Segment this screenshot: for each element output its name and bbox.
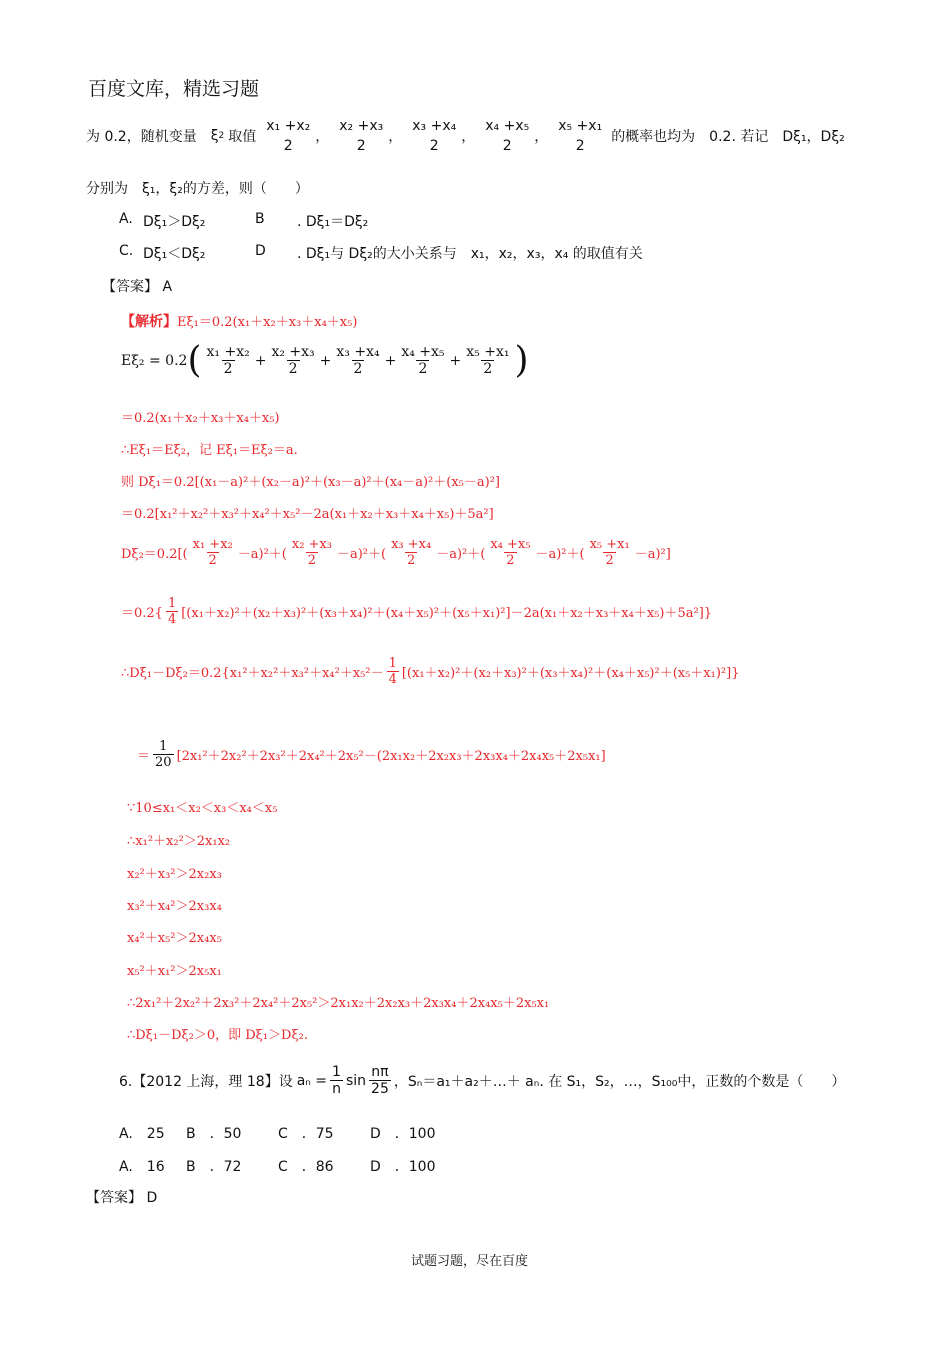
analysis-line-9: ∴Dξ₁－Dξ₂＝0.2{x₁²＋x₂²＋x₃²＋x₄²＋x₅²－ $\frac{1}{4}$ [(x₁＋x₂)²＋(x₂＋x₃)²＋(x₃＋x₄)²＋(x₄＋x₅)²＋(x₅＋x₁)²]}: [121, 656, 740, 687]
e-frac-3: $\frac{\text{x₃ +x₄}}{2}$: [336, 344, 380, 377]
q5-intro-take: 取值: [228, 129, 257, 145]
analysis-line-17: ∴2x₁²＋2x₂²＋2x₃²＋2x₄²＋2x₅²＞2x₁x₂＋2x₂x₃＋2x₃x₄＋2x₄x₅＋2x₅x₁: [127, 996, 550, 1011]
q5-option-c: Dξ₁＜Dξ₂: [143, 246, 206, 262]
analysis-line-12: ∴x₁²＋x₂²＞2x₁x₂: [127, 834, 231, 849]
analysis-line-5: 则 Dξ₁＝0.2[(x₁－a)²＋(x₂－a)²＋(x₃－a)²＋(x₄－a)²＋(x₅－a)²]: [121, 475, 500, 490]
q5-intro-var: ξ: [210, 128, 219, 144]
analysis-line-1: 【解析】 Eξ₁＝0.2(x₁＋x₂＋x₃＋x₄＋x₅): [121, 311, 357, 331]
analysis-line-4: ∴Eξ₁＝Eξ₂，记 Eξ₁＝Eξ₂＝a.: [121, 443, 298, 458]
q5-intro-post: 的概率也均为 0.2. 若记 Dξ₁，Dξ₂: [611, 129, 845, 145]
analysis-label: 【解析】: [121, 314, 177, 330]
analysis-line-11: ∵10≤x₁＜x₂＜x₃＜x₄＜x₅: [127, 801, 278, 816]
q5-option-d-label: D: [255, 243, 266, 259]
analysis-line-10: ＝ $\frac{1}{20}$ [2x₁²＋2x₂²＋2x₃²＋2x₄²＋2x₅²－(2x₁x₂＋2x₂x₃＋2x₃x₄＋2x₄x₅＋2x₅x₁]: [137, 739, 606, 770]
q5-option-a: Dξ₁＞Dξ₂: [143, 214, 206, 230]
e-frac-2: $\frac{\text{x₂ +x₃}}{2}$: [271, 344, 315, 377]
q5-option-b-label: B: [255, 211, 265, 227]
analysis-line-15: x₄²＋x₅²＞2x₄x₅: [127, 931, 222, 946]
analysis-line-3: ＝0.2(x₁＋x₂＋x₃＋x₄＋x₅): [121, 411, 280, 426]
q6-option-row2-d: D ．100: [370, 1159, 436, 1175]
e-frac-4: $\frac{\text{x₄ +x₅}}{2}$: [401, 344, 445, 377]
analysis-line-18: ∴Dξ₁－Dξ₂＞0，即 Dξ₁＞Dξ₂.: [127, 1028, 308, 1043]
q5-line2: 分别为 ξ₁，ξ₂的方差，则（ ）: [86, 181, 309, 197]
q5-frac-5: x₅ +x₁ 2: [558, 118, 603, 154]
q6-option-row2-b: B ．72: [186, 1159, 242, 1175]
q5-frac-2: x₂ +x₃ 2: [339, 118, 384, 154]
q6-option-row1-a: A. 25: [119, 1126, 165, 1142]
e-frac-5: $\frac{\text{x₅ +x₁}}{2}$: [466, 344, 510, 377]
q5-intro-pre: 为 0.2，随机变量: [86, 129, 197, 145]
q5-frac-1: x₁ +x₂ 2: [266, 118, 311, 154]
analysis-line-6: ＝0.2[x₁²＋x₂²＋x₃²＋x₄²＋x₅²－2a(x₁＋x₂＋x₃＋x₄＋x₅)＋5a²]: [121, 507, 494, 522]
analysis-line-8: ＝0.2{ $\frac{1}{4}$ [(x₁＋x₂)²＋(x₂＋x₃)²＋(x₃＋x₄)²＋(x₄＋x₅)²＋(x₅＋x₁)²]－2a(x₁＋x₂＋x₃＋x₄＋x₅)＋5a²]}: [121, 596, 713, 627]
q5-option-b: . Dξ₁＝Dξ₂: [297, 214, 369, 230]
analysis-e-xi2: Eξ₂ = 0.2 ( $\frac{\text{x₁ +x₂}}{2}$ + $\frac{\text{x₂ +x₃}}{2}$ + $\frac{\text{x₃ +x₄}}{2}$ + $\frac{\text{x₄ +x₅}}{2}$ + $\frac{\text{x₅ +x₁}}{2}$ ): [121, 340, 529, 381]
analysis-line-14: x₃²＋x₄²＞2x₃x₄: [127, 899, 222, 914]
q6-answer: 【答案】 D: [86, 1190, 158, 1206]
q5-frac-4: x₄ +x₅ 2: [485, 118, 530, 154]
q5-option-a-label: A.: [119, 211, 133, 227]
q5-option-c-label: C.: [119, 243, 134, 259]
q6-option-row1-d: D ．100: [370, 1126, 436, 1142]
q5-frac-3: x₃ +x₄ 2: [412, 118, 457, 154]
analysis-line-13: x₂²＋x₃²＞2x₂x₃: [127, 867, 222, 882]
q6-option-row1-c: C ．75: [278, 1126, 334, 1142]
analysis-line-16: x₅²＋x₁²＞2x₅x₁: [127, 964, 222, 979]
analysis-d-xi2: Dξ₂＝0.2[( $\frac{\text{x₁ +x₂}}{2}$ －a)²＋( $\frac{\text{x₂ +x₃}}{2}$ －a)²＋( $\frac{\text{x₃ +x₄}}{2}$ －a)²＋( $\frac{\text{x₄ +x₅}}{2}$ －a)²＋( $\frac{\text{x₅ +x₁}}{2}$ －a)²]: [121, 537, 671, 568]
q5-option-d: . Dξ₁与 Dξ₂的大小关系与 x₁，x₂，x₃，x₄ 的取值有关: [297, 246, 643, 262]
e-frac-1: $\frac{\text{x₁ +x₂}}{2}$: [206, 344, 250, 377]
page-footer: 试题习题，尽在百度: [411, 1254, 529, 1269]
q6-option-row2-a: A. 16: [119, 1159, 165, 1175]
q6-option-row2-c: C ．86: [278, 1159, 334, 1175]
q5-answer: 【答案】 A: [102, 279, 173, 295]
q6-question: 6.【2012 上海，理 18】设 aₙ = $\frac{1}{n}$ sin $\frac{n\pi}{25}$ ，Sₙ＝a₁＋a₂＋…＋ aₙ. 在 S₁，S₂，…，S₁₀₀中，正数的个数是（ ）: [119, 1064, 846, 1097]
q6-option-row1-b: B ．50: [186, 1126, 242, 1142]
q5-intro-line: 为 0.2，随机变量 ξ 2 取值 x₁ +x₂ 2 ， x₂ +x₃ 2 ， x₃ +x₄ 2 ， x₄ +x₅ 2 ， x₅ +x₁ 2 的概率也均为 0.2. 若记 Dξ₁，Dξ₂: [86, 118, 845, 154]
page-header-title: 百度文库，精选习题: [88, 78, 260, 100]
